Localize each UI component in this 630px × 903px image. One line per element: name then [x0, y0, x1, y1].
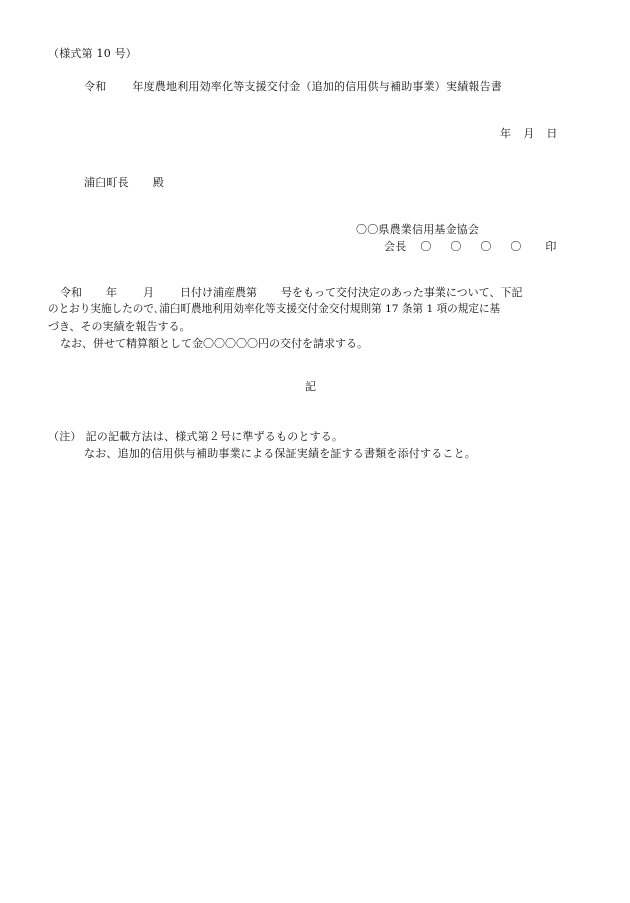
date-year: 年 [500, 127, 512, 140]
form-number: （様式第 10 号） [48, 47, 137, 60]
note-label: （注） [48, 430, 82, 443]
document-title [84, 81, 502, 92]
date-day: 日 [546, 127, 558, 140]
body-line-4 [48, 335, 583, 352]
title-era: 令和 [84, 80, 107, 93]
body-line-2: のとおり実施したので､浦臼町農地利用効率化等支援交付金交付規則第 17 条第 1 項の規定に基 [48, 303, 501, 315]
sender-organization: 〇〇県農業信用基金協会 [356, 223, 480, 236]
body-month: 月 [143, 286, 154, 299]
addressee-name: 浦臼町長 [84, 176, 129, 189]
date-month: 月 [523, 127, 535, 140]
sender-representative [384, 241, 557, 252]
note-line-2: なお、追加的信用供与補助事業による保証実績を証する書類を添付すること。 [84, 447, 476, 460]
body-rest: 号をもって交付決定のあった事業について、下記 [281, 286, 523, 299]
body-year: 年 [106, 286, 117, 299]
body-day: 日付け浦産農第 [180, 286, 257, 299]
seal-mark: 印 [545, 240, 557, 253]
title-text: 年度農地利用効率化等支援交付金（追加的信用供与補助事業）実績報告書 [132, 80, 503, 93]
ki-heading: 記 [305, 380, 317, 393]
addressee [84, 177, 164, 188]
sender-name: 〇 〇 〇 〇 [420, 240, 526, 253]
report-body [48, 284, 583, 352]
date-line [500, 128, 558, 139]
body-line-3: づき、その実績を報告する。 [48, 320, 191, 333]
body-claim-text: なお、併せて精算額として金〇〇〇〇〇円の交付を請求する。 [60, 337, 368, 350]
addressee-honorific: 殿 [152, 176, 165, 189]
note-line-1 [48, 431, 343, 442]
sender-title: 会長 [384, 240, 407, 253]
note-text-1: 記の記載方法は、様式第２号に準ずるものとする。 [85, 430, 344, 443]
body-line-1 [48, 284, 583, 301]
body-era: 令和 [60, 286, 82, 299]
